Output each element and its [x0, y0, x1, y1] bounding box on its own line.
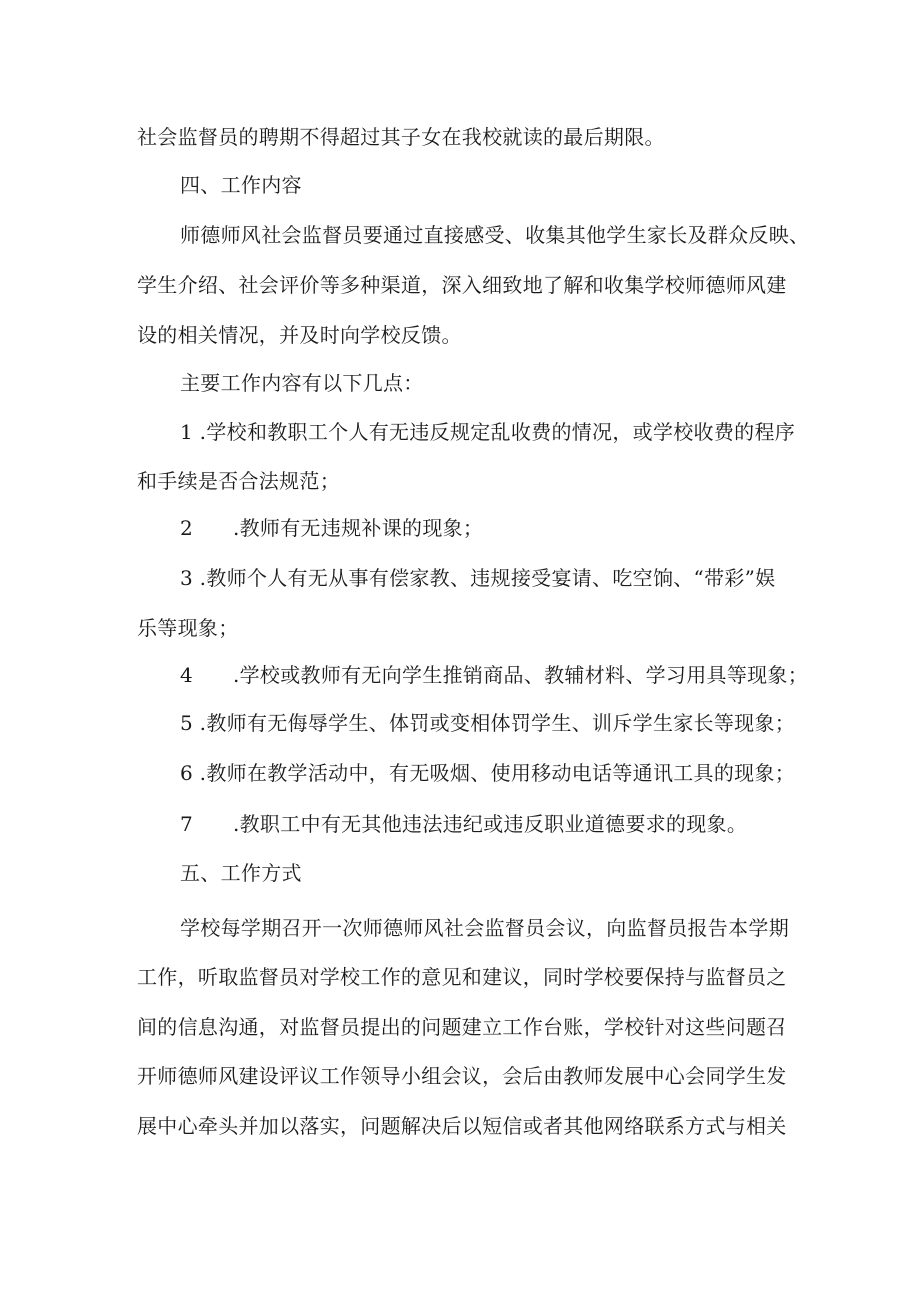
- paragraph-line: 主要工作内容有以下几点：: [180, 371, 424, 395]
- list-item-3-continued: 乐等现象；: [137, 616, 239, 640]
- paragraph-line: 设的相关情况，并及时向学校反馈。: [137, 323, 462, 347]
- list-item-5: 5 .教师有无侮辱学生、体罚或变相体罚学生、训斥学生家长等现象；: [180, 711, 796, 735]
- paragraph-line: 工作，听取监督员对学校工作的意见和建议，同时学校要保持与监督员之: [137, 965, 787, 989]
- list-item-4: 4 .学校或教师有无向学生推销商品、教辅材料、学习用具等现象；: [180, 663, 809, 687]
- section-heading-work-method: 五、工作方式: [180, 861, 302, 885]
- paragraph-line: 社会监督员的聘期不得超过其子女在我校就读的最后期限。: [137, 125, 665, 149]
- list-item-7: 7 .教职工中有无其他违法违纪或违反职业道德要求的现象。: [180, 812, 748, 836]
- paragraph-line: 学校每学期召开一次师德师风社会监督员会议，向监督员报告本学期: [180, 916, 789, 940]
- paragraph-line: 开师德师风建设评议工作领导小组会议，会后由教师发展中心会同学生发: [137, 1064, 787, 1088]
- list-item-2: 2 .教师有无违规补课的现象；: [180, 516, 484, 540]
- list-item-6: 6 .教师在教学活动中，有无吸烟、使用移动电话等通讯工具的现象；: [180, 761, 796, 785]
- list-item-1: 1 .学校和教职工个人有无违反规定乱收费的情况，或学校收费的程序: [180, 420, 796, 444]
- section-heading-work-content: 四、工作内容: [180, 173, 302, 197]
- paragraph-line: 展中心牵头并加以落实，问题解决后以短信或者其他网络联系方式与相关: [137, 1114, 787, 1138]
- paragraph-line: 学生介绍、社会评价等多种渠道，深入细致地了解和收集学校师德师风建: [137, 273, 787, 297]
- paragraph-line: 师德师风社会监督员要通过直接感受、收集其他学生家长及群众反映、: [180, 223, 810, 247]
- list-item-1-continued: 和手续是否合法规范；: [137, 469, 340, 493]
- paragraph-line: 间的信息沟通，对监督员提出的问题建立工作台账，学校针对这些问题召: [137, 1015, 787, 1039]
- list-item-3: 3 .教师个人有无从事有偿家教、违规接受宴请、吃空饷、“带彩”娱: [180, 566, 776, 590]
